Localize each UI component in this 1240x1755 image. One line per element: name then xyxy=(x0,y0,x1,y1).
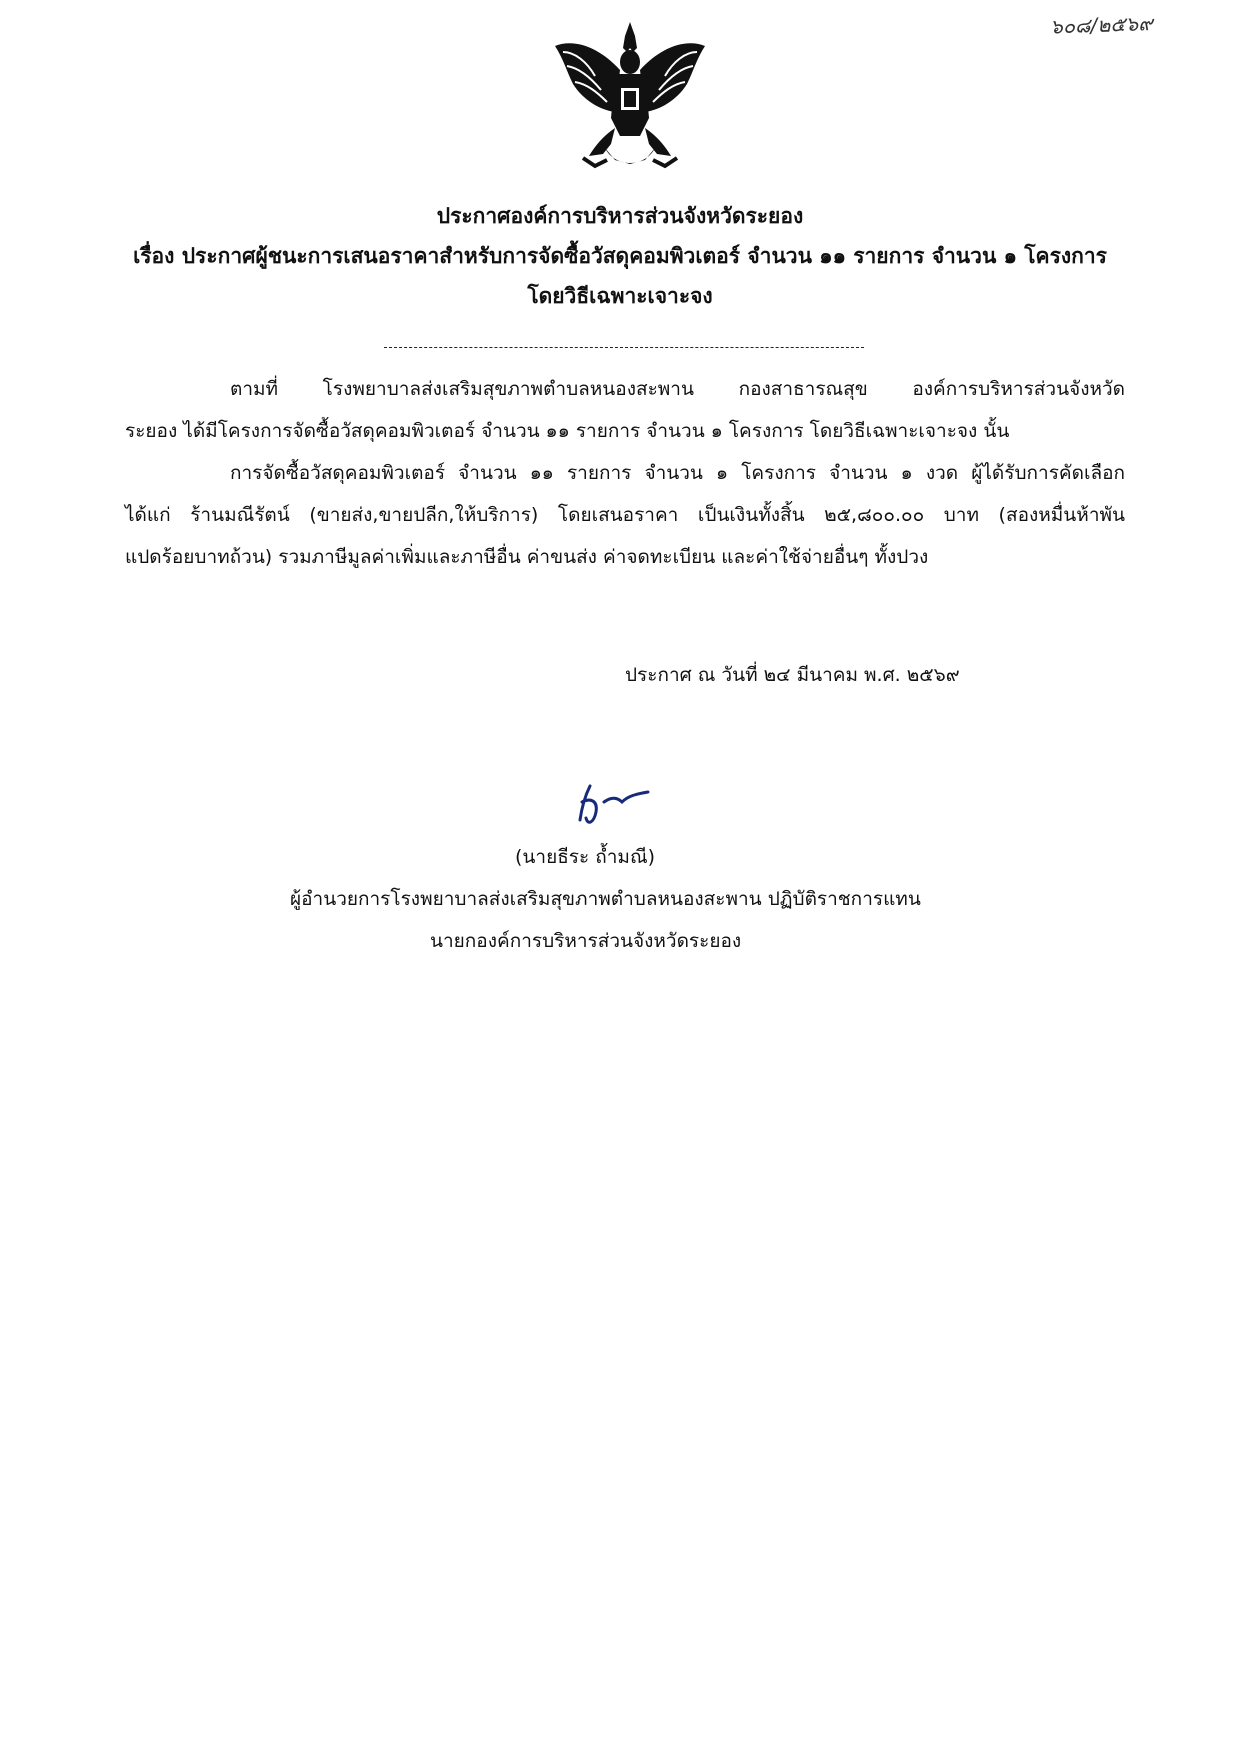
paragraph-2-line-3: แปดร้อยบาทถ้วน) รวมภาษีมูลค่าเพิ่มและภาษีอื่น ค่าขนส่ง ค่าจดทะเบียน และค่าใช้จ่ายอื่นๆ ทั้งปวง xyxy=(125,546,929,568)
paragraph-1-line-1: ตามที่ โรงพยาบาลส่งเสริมสุขภาพตำบลหนองสะพาน กองสาธารณสุข องค์การบริหารส่วนจังหวัด xyxy=(230,378,1125,400)
document-header xyxy=(0,196,1240,316)
signer-position-acting-for: นายกองค์การบริหารส่วนจังหวัดระยอง xyxy=(430,930,742,952)
document-subject: เรื่อง ประกาศผู้ชนะการเสนอราคาสำหรับการจัดซื้อวัสดุคอมพิวเตอร์ จำนวน ๑๑ รายการ จำนวน ๑ โครงการ xyxy=(133,244,1107,268)
announcement-date: ประกาศ ณ วันที่ ๒๔ มีนาคม พ.ศ. ๒๕๖๙ xyxy=(625,664,960,686)
handwritten-signature xyxy=(560,772,670,832)
signer-position: ผู้อำนวยการโรงพยาบาลส่งเสริมสุขภาพตำบลหนองสะพาน ปฏิบัติราชการแทน xyxy=(290,888,921,910)
document-title: ประกาศองค์การบริหารส่วนจังหวัดระยอง xyxy=(436,204,804,228)
handwritten-reference-number: ๖๐๘/๒๕๖๙ xyxy=(1049,11,1154,39)
garuda-emblem-icon xyxy=(545,18,715,178)
document-subject-continued: โดยวิธีเฉพาะเจาะจง xyxy=(527,284,713,308)
paragraph-2-line-2: ได้แก่ ร้านมณีรัตน์ (ขายส่ง,ขายปลีก,ให้บริการ) โดยเสนอราคา เป็นเงินทั้งสิ้น ๒๕,๘๐๐.๐๐ บาท (สองหมื่นห้าพัน xyxy=(125,504,1125,526)
header-divider xyxy=(384,347,864,348)
paragraph-1-line-2: ระยอง ได้มีโครงการจัดซื้อวัสดุคอมพิวเตอร์ จำนวน ๑๑ รายการ จำนวน ๑ โครงการ โดยวิธีเฉพาะเจาะจง นั้น xyxy=(125,420,1010,442)
signer-name: (นายธีระ ถ้ำมณี) xyxy=(515,846,655,868)
paragraph-2-line-1: การจัดซื้อวัสดุคอมพิวเตอร์ จำนวน ๑๑ รายการ จำนวน ๑ โครงการ จำนวน ๑ งวด ผู้ได้รับการคัดเลือก xyxy=(230,462,1125,484)
document-body xyxy=(125,368,1125,578)
